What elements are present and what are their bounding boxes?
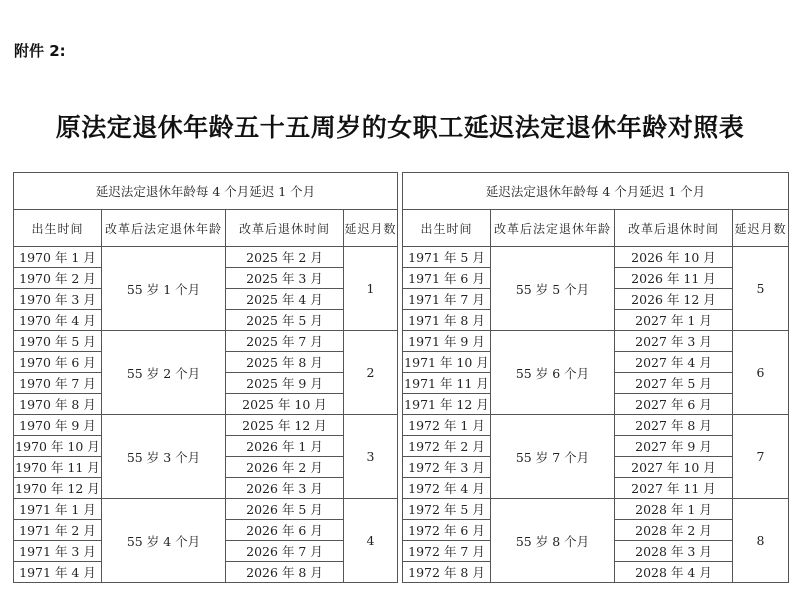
retire-time-cell: 2025 年 8 月 <box>226 352 344 373</box>
birth-date-cell: 1972 年 2 月 <box>403 436 491 457</box>
retire-age-cell: 55 岁 8 个月 <box>491 499 615 583</box>
retire-time-cell: 2025 年 10 月 <box>226 394 344 415</box>
retirement-table-left <box>13 172 398 583</box>
birth-date-cell: 1971 年 4 月 <box>14 562 102 583</box>
column-header-birth: 出生时间 <box>403 210 491 247</box>
retire-time-cell: 2027 年 4 月 <box>615 352 733 373</box>
retire-time-cell: 2026 年 8 月 <box>226 562 344 583</box>
retire-age-cell: 55 岁 6 个月 <box>491 331 615 415</box>
delay-months-cell: 8 <box>733 499 789 583</box>
retirement-table-right <box>402 172 789 583</box>
birth-date-cell: 1972 年 1 月 <box>403 415 491 436</box>
birth-date-cell: 1972 年 5 月 <box>403 499 491 520</box>
retire-time-cell: 2028 年 2 月 <box>615 520 733 541</box>
delay-months-cell: 3 <box>344 415 398 499</box>
delay-months-cell: 1 <box>344 247 398 331</box>
birth-date-cell: 1972 年 6 月 <box>403 520 491 541</box>
table-row <box>14 331 398 352</box>
retire-time-cell: 2027 年 9 月 <box>615 436 733 457</box>
retire-time-cell: 2027 年 5 月 <box>615 373 733 394</box>
birth-date-cell: 1971 年 5 月 <box>403 247 491 268</box>
birth-date-cell: 1970 年 7 月 <box>14 373 102 394</box>
column-header-retire-time: 改革后退休时间 <box>615 210 733 247</box>
table-row <box>403 415 789 436</box>
retire-time-cell: 2028 年 3 月 <box>615 541 733 562</box>
delay-months-cell: 2 <box>344 331 398 415</box>
birth-date-cell: 1970 年 10 月 <box>14 436 102 457</box>
section-header: 延迟法定退休年龄每 4 个月延迟 1 个月 <box>403 173 789 210</box>
retire-age-cell: 55 岁 5 个月 <box>491 247 615 331</box>
retire-time-cell: 2027 年 3 月 <box>615 331 733 352</box>
delay-months-cell: 5 <box>733 247 789 331</box>
retire-time-cell: 2025 年 5 月 <box>226 310 344 331</box>
retire-age-cell: 55 岁 1 个月 <box>102 247 226 331</box>
birth-date-cell: 1970 年 6 月 <box>14 352 102 373</box>
retire-time-cell: 2025 年 9 月 <box>226 373 344 394</box>
retire-time-cell: 2028 年 1 月 <box>615 499 733 520</box>
column-header-birth: 出生时间 <box>14 210 102 247</box>
retire-time-cell: 2026 年 3 月 <box>226 478 344 499</box>
table-row <box>14 247 398 268</box>
birth-date-cell: 1970 年 8 月 <box>14 394 102 415</box>
column-header-delay: 延迟月数 <box>344 210 398 247</box>
birth-date-cell: 1971 年 11 月 <box>403 373 491 394</box>
birth-date-cell: 1971 年 2 月 <box>14 520 102 541</box>
birth-date-cell: 1970 年 4 月 <box>14 310 102 331</box>
birth-date-cell: 1970 年 3 月 <box>14 289 102 310</box>
birth-date-cell: 1970 年 9 月 <box>14 415 102 436</box>
retire-time-cell: 2026 年 1 月 <box>226 436 344 457</box>
retire-time-cell: 2026 年 12 月 <box>615 289 733 310</box>
section-header: 延迟法定退休年龄每 4 个月延迟 1 个月 <box>14 173 398 210</box>
column-header-retire-age: 改革后法定退休年龄 <box>491 210 615 247</box>
birth-date-cell: 1971 年 9 月 <box>403 331 491 352</box>
retire-age-cell: 55 岁 4 个月 <box>102 499 226 583</box>
delay-months-cell: 4 <box>344 499 398 583</box>
table-row <box>14 499 398 520</box>
retire-time-cell: 2027 年 6 月 <box>615 394 733 415</box>
retire-time-cell: 2026 年 5 月 <box>226 499 344 520</box>
retire-time-cell: 2026 年 2 月 <box>226 457 344 478</box>
retire-time-cell: 2025 年 2 月 <box>226 247 344 268</box>
column-header-retire-time: 改革后退休时间 <box>226 210 344 247</box>
retire-time-cell: 2027 年 11 月 <box>615 478 733 499</box>
retire-time-cell: 2025 年 4 月 <box>226 289 344 310</box>
birth-date-cell: 1972 年 8 月 <box>403 562 491 583</box>
retire-time-cell: 2027 年 8 月 <box>615 415 733 436</box>
birth-date-cell: 1972 年 3 月 <box>403 457 491 478</box>
retire-time-cell: 2026 年 10 月 <box>615 247 733 268</box>
retire-time-cell: 2025 年 7 月 <box>226 331 344 352</box>
birth-date-cell: 1972 年 4 月 <box>403 478 491 499</box>
retire-age-cell: 55 岁 7 个月 <box>491 415 615 499</box>
attachment-label: 附件 2: <box>14 42 66 60</box>
birth-date-cell: 1970 年 12 月 <box>14 478 102 499</box>
table-row <box>14 415 398 436</box>
birth-date-cell: 1970 年 2 月 <box>14 268 102 289</box>
delay-months-cell: 7 <box>733 415 789 499</box>
column-header-delay: 延迟月数 <box>733 210 789 247</box>
birth-date-cell: 1971 年 1 月 <box>14 499 102 520</box>
table-row <box>403 331 789 352</box>
retire-time-cell: 2025 年 3 月 <box>226 268 344 289</box>
birth-date-cell: 1970 年 5 月 <box>14 331 102 352</box>
delay-months-cell: 6 <box>733 331 789 415</box>
retire-time-cell: 2027 年 1 月 <box>615 310 733 331</box>
page-title: 原法定退休年龄五十五周岁的女职工延迟法定退休年龄对照表 <box>55 113 745 142</box>
birth-date-cell: 1971 年 10 月 <box>403 352 491 373</box>
birth-date-cell: 1970 年 1 月 <box>14 247 102 268</box>
birth-date-cell: 1970 年 11 月 <box>14 457 102 478</box>
birth-date-cell: 1971 年 3 月 <box>14 541 102 562</box>
table-row <box>403 499 789 520</box>
tables-container <box>13 172 787 582</box>
birth-date-cell: 1971 年 6 月 <box>403 268 491 289</box>
table-row <box>403 247 789 268</box>
retire-time-cell: 2026 年 7 月 <box>226 541 344 562</box>
birth-date-cell: 1971 年 12 月 <box>403 394 491 415</box>
birth-date-cell: 1972 年 7 月 <box>403 541 491 562</box>
retire-time-cell: 2025 年 12 月 <box>226 415 344 436</box>
birth-date-cell: 1971 年 7 月 <box>403 289 491 310</box>
retire-age-cell: 55 岁 3 个月 <box>102 415 226 499</box>
retire-time-cell: 2026 年 6 月 <box>226 520 344 541</box>
birth-date-cell: 1971 年 8 月 <box>403 310 491 331</box>
retire-time-cell: 2027 年 10 月 <box>615 457 733 478</box>
column-header-retire-age: 改革后法定退休年龄 <box>102 210 226 247</box>
retire-time-cell: 2026 年 11 月 <box>615 268 733 289</box>
retire-age-cell: 55 岁 2 个月 <box>102 331 226 415</box>
retire-time-cell: 2028 年 4 月 <box>615 562 733 583</box>
